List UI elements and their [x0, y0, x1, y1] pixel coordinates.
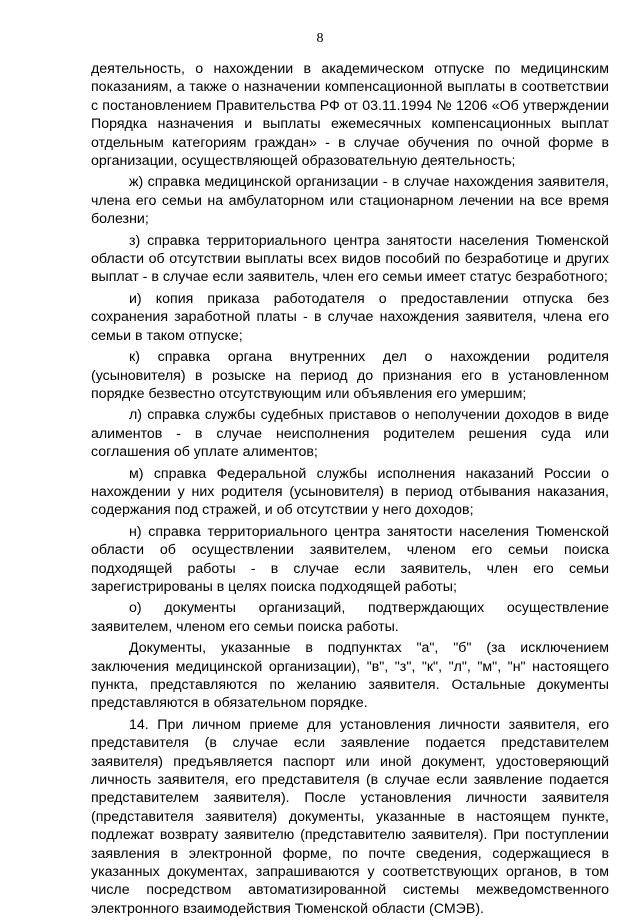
document-body	[91, 60, 609, 921]
paragraph-item-z: з) справка территориального центра занятости населения Тюменской области об отсутствии выплаты всех видов пособий по безработице и других выплат - в случае если заявитель, член его семьи имеет статус безработного;	[91, 232, 609, 286]
paragraph-clause-14: 14. При личном приеме для установления личности заявителя, его представителя (в случае если заявление подается представителем заявителя) предъявляется паспорт или иной документ, удостоверяющий личность заявителя, его представителя (в случае если заявление подается представителем заявителя). После установления личности заявителя (представителя заявителя) документы, указанные в настоящем пункте, подлежат возврату заявителю (представителю заявителя). При поступлении заявления в электронной форме, по почте сведения, содержащиеся в указанных документах, запрашиваются у соответствующих органов, в том числе посредством автоматизированной системы межведомственного электронного взаимодействия Тюменской области (СМЭВ).	[91, 716, 609, 917]
paragraph-item-l: л) справка службы судебных приставов о неполучении доходов в виде алиментов - в случае неисполнения родителем решения суда или соглашения об уплате алиментов;	[91, 407, 609, 461]
paragraph-item-o: о) документы организаций, подтверждающих осуществление заявителем, членом его семьи поиска работы.	[91, 600, 609, 635]
paragraph-documents-note: Документы, указанные в подпунктах "а", "б" (за исключением заключения медицинской организации), "в", "з", "к", "л", "м", "н" настоящего пункта, представляются по желанию заявителя. Остальные документы представляются в обязательном порядке.	[91, 640, 609, 712]
paragraph-item-m: м) справка Федеральной службы исполнения наказаний России о нахождении у них родителя (усыновителя) в период отбывания наказания, содержания под стражей, и об отсутствии у него доходов;	[91, 465, 609, 519]
paragraph-item-i: и) копия приказа работодателя о предоставлении отпуска без сохранения заработной платы - в случае нахождения заявителя, члена его семьи в таком отпуске;	[91, 290, 609, 344]
paragraph-item-n: н) справка территориального центра занятости населения Тюменской области об осуществлении заявителем, членом его семьи поиска подходящей работы - в случае если заявитель, член его семьи зарегистрированы в целях поиска подходящей работы;	[91, 523, 609, 595]
page-number: 8	[316, 31, 324, 46]
paragraph-item-zh: ж) справка медицинской организации - в случае нахождения заявителя, члена его семьи на амбулаторном или стационарном лечении на все время болезни;	[91, 174, 609, 228]
paragraph-continuation: деятельность, о нахождении в академическом отпуске по медицинским показаниям, а также о назначении компенсационной выплаты в соответствии с постановлением Правительства РФ от 03.11.1994 № 1206 «Об утверждении Порядка назначения и выплаты ежемесячных компенсационных выплат отдельным категориям граждан» - в случае обучения по очной форме в организации, осуществляющей образовательную деятельность;	[91, 61, 609, 170]
paragraph-item-k: к) справка органа внутренних дел о нахождении родителя (усыновителя) в розыске на период до признания его в установленном порядке безвестно отсутствующим или объявления его умершим;	[91, 349, 609, 402]
